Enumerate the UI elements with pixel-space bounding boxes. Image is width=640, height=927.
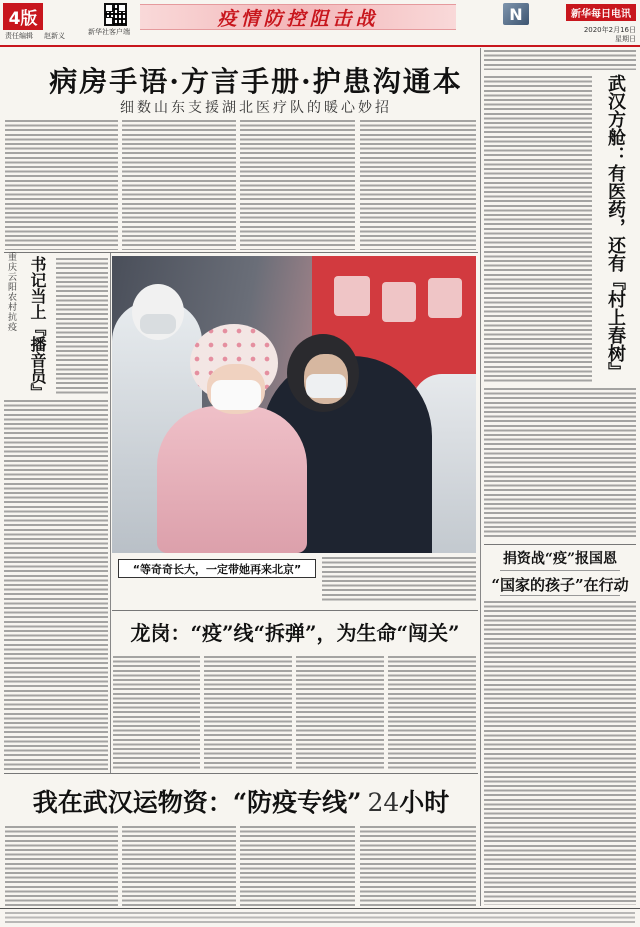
bottom-story-body <box>240 826 355 906</box>
title-rule <box>500 595 620 596</box>
newspaper-name: 新华每日电讯 <box>566 4 636 21</box>
middle-story-body <box>204 656 292 770</box>
bottom-story-body <box>122 826 236 906</box>
left-story-headline: 书记当上『播音员』 <box>28 256 47 400</box>
section-banner-text: 疫情防控阻击战 <box>217 7 379 30</box>
footer-text <box>5 912 635 923</box>
donation-story-body <box>484 601 636 905</box>
edition-number-badge <box>3 3 43 30</box>
footer-rule <box>0 908 640 909</box>
photo-caption-text <box>322 557 476 603</box>
logo-letter: N <box>509 4 523 24</box>
section-divider <box>484 544 636 545</box>
section-banner <box>140 4 456 30</box>
qr-code-icon[interactable] <box>104 3 127 26</box>
donation-story-kicker: 捐资战“疫”报国恩 <box>502 551 618 567</box>
left-story-kicker: 重庆云阳农村抗疫 <box>6 252 16 332</box>
left-story-body <box>4 400 108 770</box>
bottom-headline-main: 我在武汉运物资：“防疫专线” <box>32 788 362 817</box>
column-divider <box>480 48 481 906</box>
left-story-body <box>56 258 108 394</box>
photo-child-body <box>157 406 307 553</box>
newspaper-logo-icon <box>503 3 529 25</box>
bottom-headline-unit: 小时 <box>399 788 450 817</box>
lead-body-column <box>240 120 355 250</box>
photo-health-worker-mask <box>140 314 176 334</box>
issue-weekday: 星期日 <box>615 35 636 43</box>
right-story-body <box>484 50 636 70</box>
lead-headline: 病房手语·方言手册·护患沟通本 <box>49 65 463 98</box>
lead-body-column <box>5 120 118 250</box>
issue-date: 2020年2月16日 <box>583 26 636 34</box>
photo-sign-character <box>382 282 416 322</box>
photo-sign-character <box>334 276 370 316</box>
photo-adult-mask <box>306 374 346 398</box>
column-divider <box>110 253 111 773</box>
right-story-body <box>484 76 592 382</box>
bottom-story-body <box>5 826 118 906</box>
middle-story-body <box>388 656 476 770</box>
middle-story-headline: 龙岗：“疫”线“拆弹”，为生命“闯关” <box>130 621 460 645</box>
right-story-body <box>484 388 636 540</box>
photo-sign-character <box>428 278 462 318</box>
header-rule <box>0 45 640 47</box>
section-divider <box>112 610 478 611</box>
lead-body-column <box>360 120 476 250</box>
lead-subheadline: 细数山东支援湖北医疗队的暖心妙招 <box>120 100 392 116</box>
bottom-headline-number: 24 <box>367 788 400 817</box>
right-story-headline: 武汉方舱：有医药，还有『村上春树』 <box>605 74 626 380</box>
lead-body-column <box>122 120 236 250</box>
photo-caption-title: “等奇奇长大，一定带她再来北京” <box>118 559 316 578</box>
title-rule <box>500 570 620 571</box>
section-divider <box>4 773 478 774</box>
news-photo <box>112 256 476 553</box>
middle-story-body <box>113 656 200 770</box>
bottom-story-body <box>360 826 476 906</box>
donation-story-headline: “国家的孩子”在行动 <box>491 576 629 594</box>
editor-label: 责任编辑 <box>5 32 33 40</box>
editor-name: 赵新义 <box>44 32 65 40</box>
section-divider <box>4 252 478 253</box>
qr-label: 新华社客户端 <box>88 28 130 36</box>
middle-story-body <box>296 656 384 770</box>
edition-number: 4版 <box>8 9 38 29</box>
bottom-story-headline <box>4 783 478 819</box>
photo-child-mask <box>211 380 261 410</box>
